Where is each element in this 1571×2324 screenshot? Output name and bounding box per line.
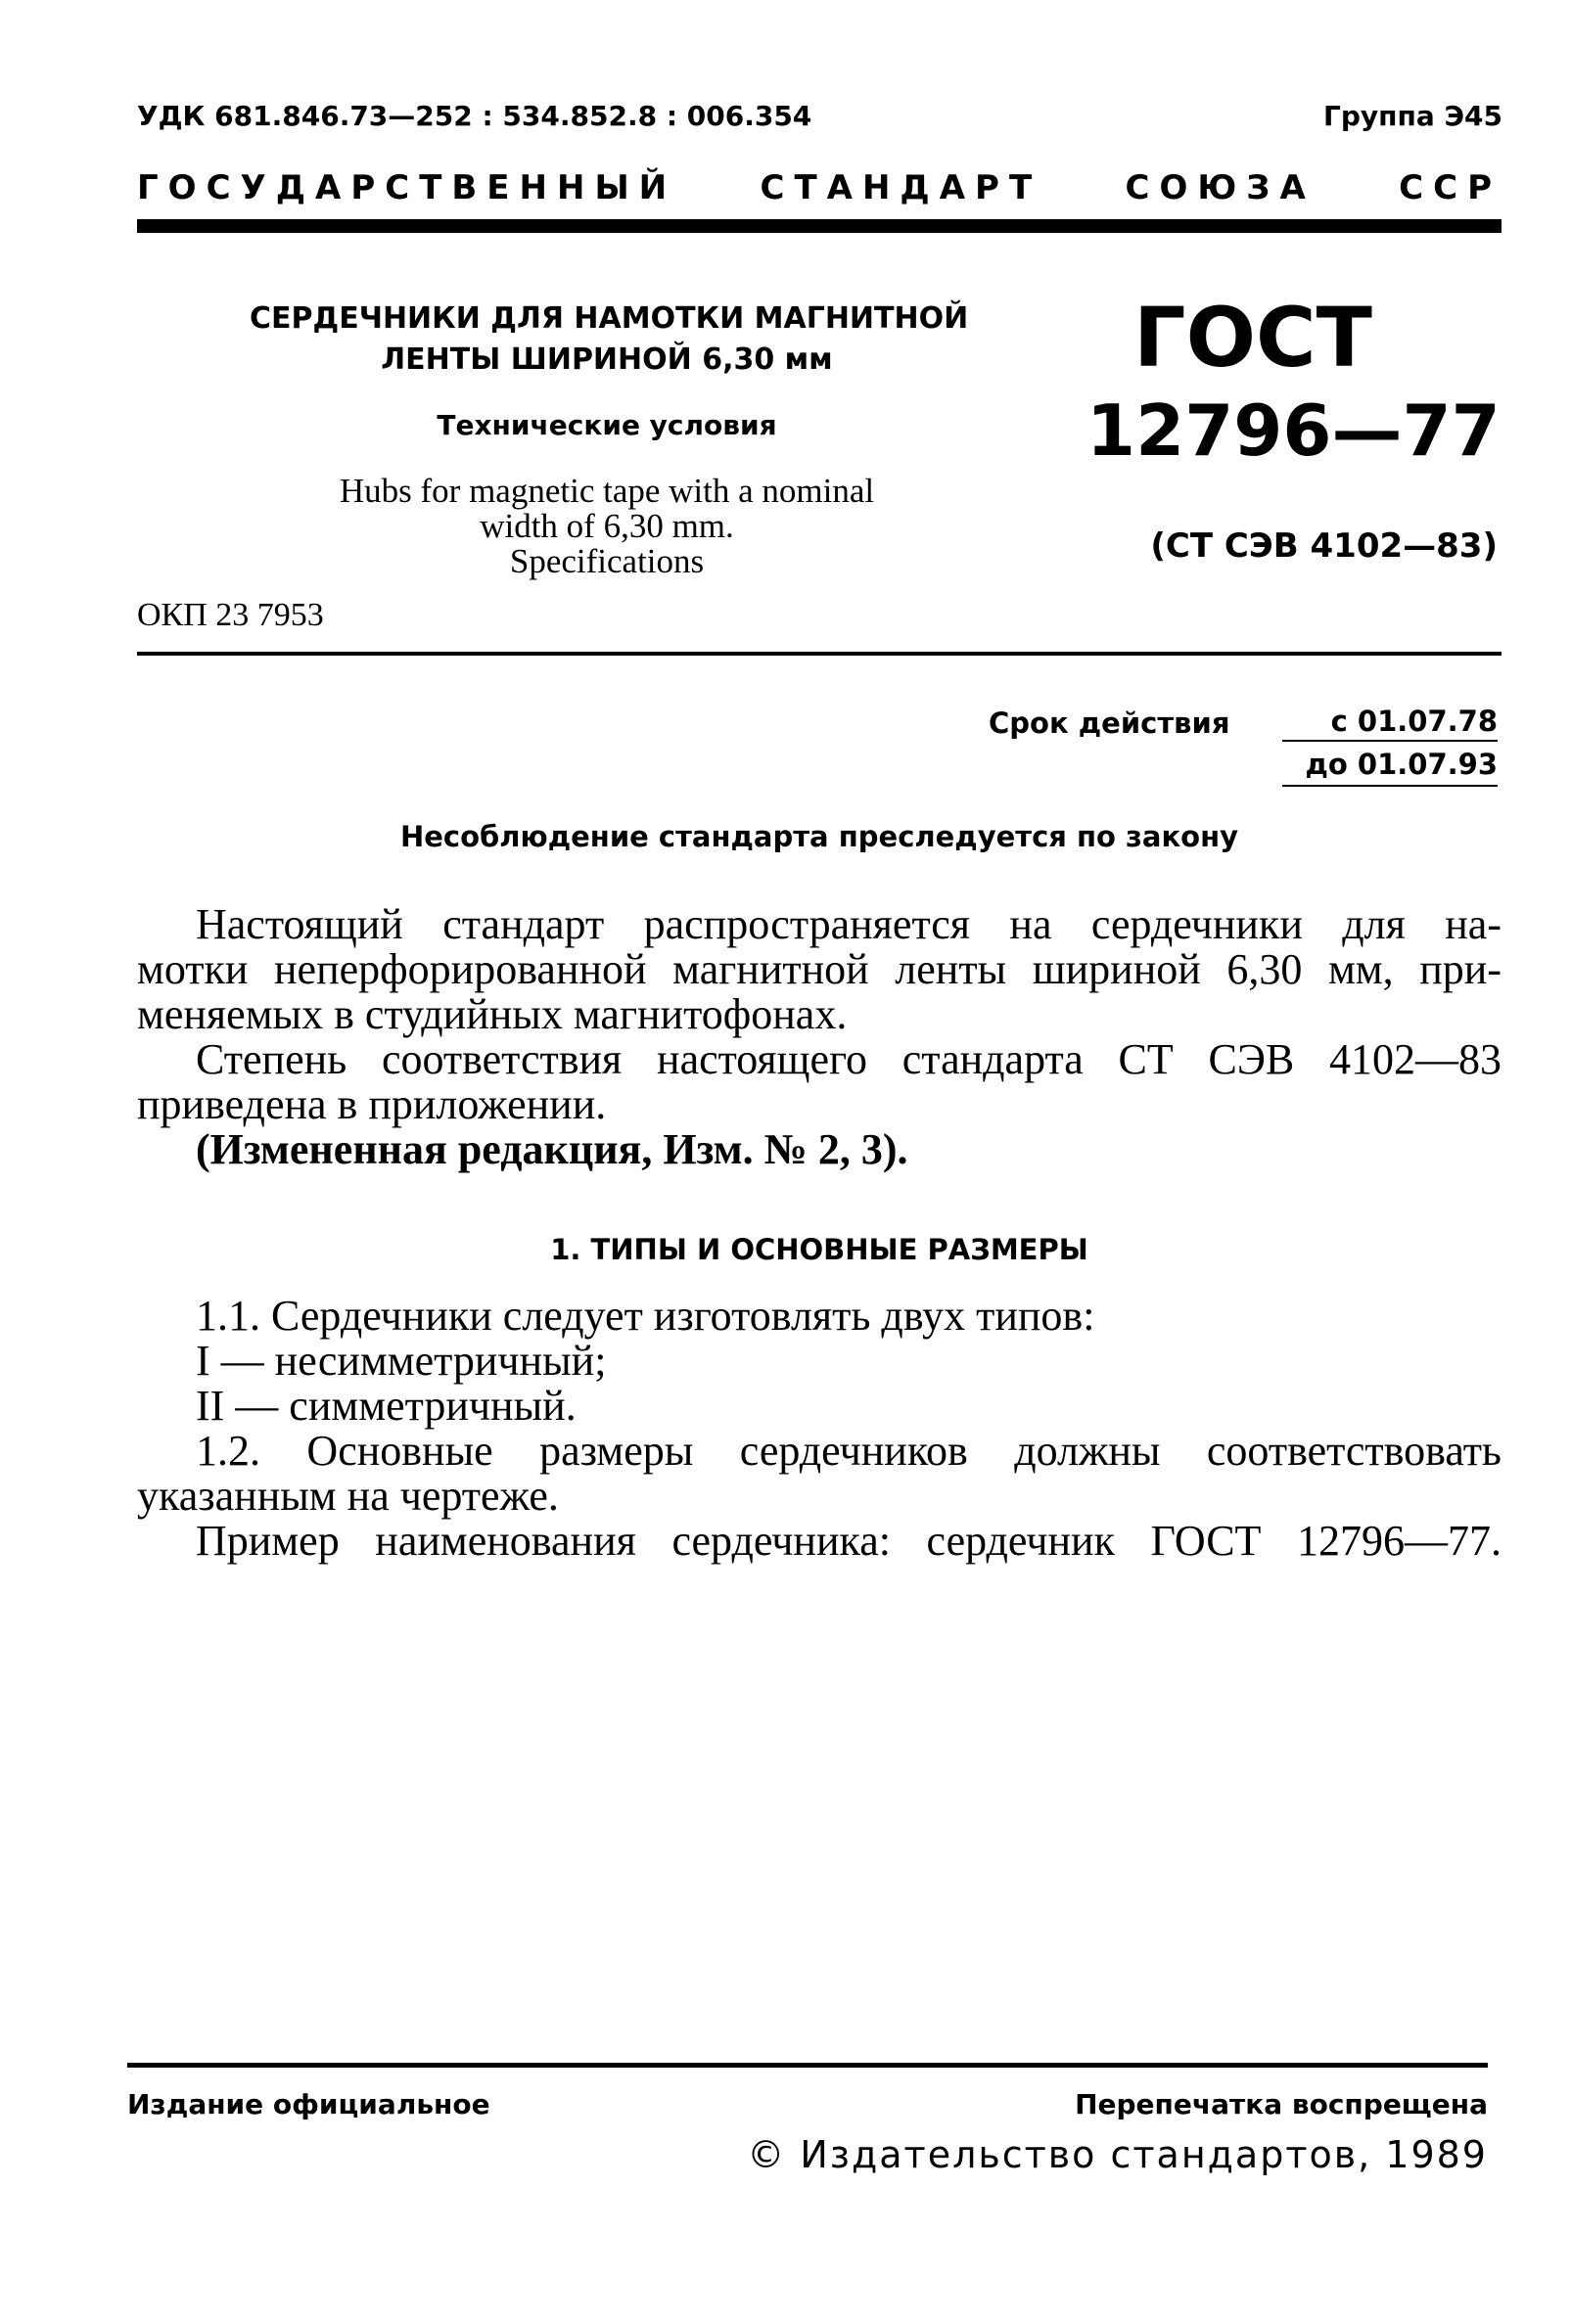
section1-item-1-1: 1.1. Сердечники следует изготовлять двух типов: <box>196 1292 1095 1340</box>
intro-p2-line2: приведена в приложении. <box>137 1080 607 1128</box>
intro-p1-line3: меняемых в студийных магнитофонах. <box>137 990 848 1038</box>
section1-example: Пример наименования сердечника: сердечник ГОСТ 12796—77. <box>196 1517 1502 1565</box>
intro-p2-line1: Степень соответствия настоящего стандарта СТ СЭВ 4102—83 <box>196 1035 1502 1083</box>
gost-label: ГОСТ <box>1133 290 1372 386</box>
title-en-line3: Specifications <box>509 542 705 580</box>
section1-heading: 1. ТИПЫ И ОСНОВНЫЕ РАЗМЕРЫ <box>550 1233 1088 1266</box>
section1-item-1-2-line2: указанным на чертеже. <box>137 1472 559 1520</box>
intro-p1-line2: мотки неперфорированной магнитной ленты шириной 6,30 мм, при- <box>137 945 1502 993</box>
official-edition: Издание официальное <box>127 2088 490 2120</box>
title-ru-line2: ЛЕНТЫ ШИРИНОЙ 6,30 мм <box>381 342 833 377</box>
section1-item-1-2-line1: 1.2. Основные размеры сердечников должны соответствовать <box>196 1427 1502 1475</box>
copyright-line: © Издательство стандартов, 1989 <box>747 2133 1488 2176</box>
law-notice: Несоблюдение стандарта преследуется по закону <box>399 820 1239 853</box>
title-en-line1: Hubs for magnetic tape with a nominal <box>339 472 875 510</box>
validity-label: Срок действия <box>989 706 1230 740</box>
group-code: Группа Э45 <box>1323 100 1502 132</box>
amended-edition-note: (Измененная редакция, Изм. № 2, 3). <box>196 1125 908 1173</box>
title-en-line2: width of 6,30 mm. <box>480 507 734 545</box>
validity-rule-lower <box>1282 785 1498 787</box>
title-ru-line1: СЕРДЕЧНИКИ ДЛЯ НАМОТКИ МАГНИТНОЙ <box>250 301 969 336</box>
reprint-prohibited: Перепечатка воспрещена <box>1075 2088 1488 2120</box>
header-thick-rule <box>137 219 1502 233</box>
validity-to: до 01.07.93 <box>1305 748 1498 781</box>
section1-type-2: II — симметричный. <box>196 1382 577 1430</box>
title-block-rule <box>137 652 1502 656</box>
validity-from: с 01.07.78 <box>1330 705 1498 738</box>
section1-type-1: I — несимметричный; <box>196 1337 607 1385</box>
gost-number: 12796—77 <box>1086 389 1501 472</box>
st-sev-reference: (СТ СЭВ 4102—83) <box>1150 526 1498 566</box>
footer-rule <box>127 2063 1488 2068</box>
intro-p1-line1: Настоящий стандарт распространяется на сердечники для на- <box>196 900 1502 948</box>
title-ru-subtitle: Технические условия <box>437 409 777 441</box>
okp-code: ОКП 23 7953 <box>137 597 324 633</box>
state-standard-banner: ГОСУДАРСТВЕННЫЙ СТАНДАРТ СОЮЗА ССР <box>137 168 1502 207</box>
udk-code: УДК 681.846.73—252 : 534.852.8 : 006.354 <box>137 100 812 132</box>
validity-rule-upper <box>1282 740 1498 742</box>
